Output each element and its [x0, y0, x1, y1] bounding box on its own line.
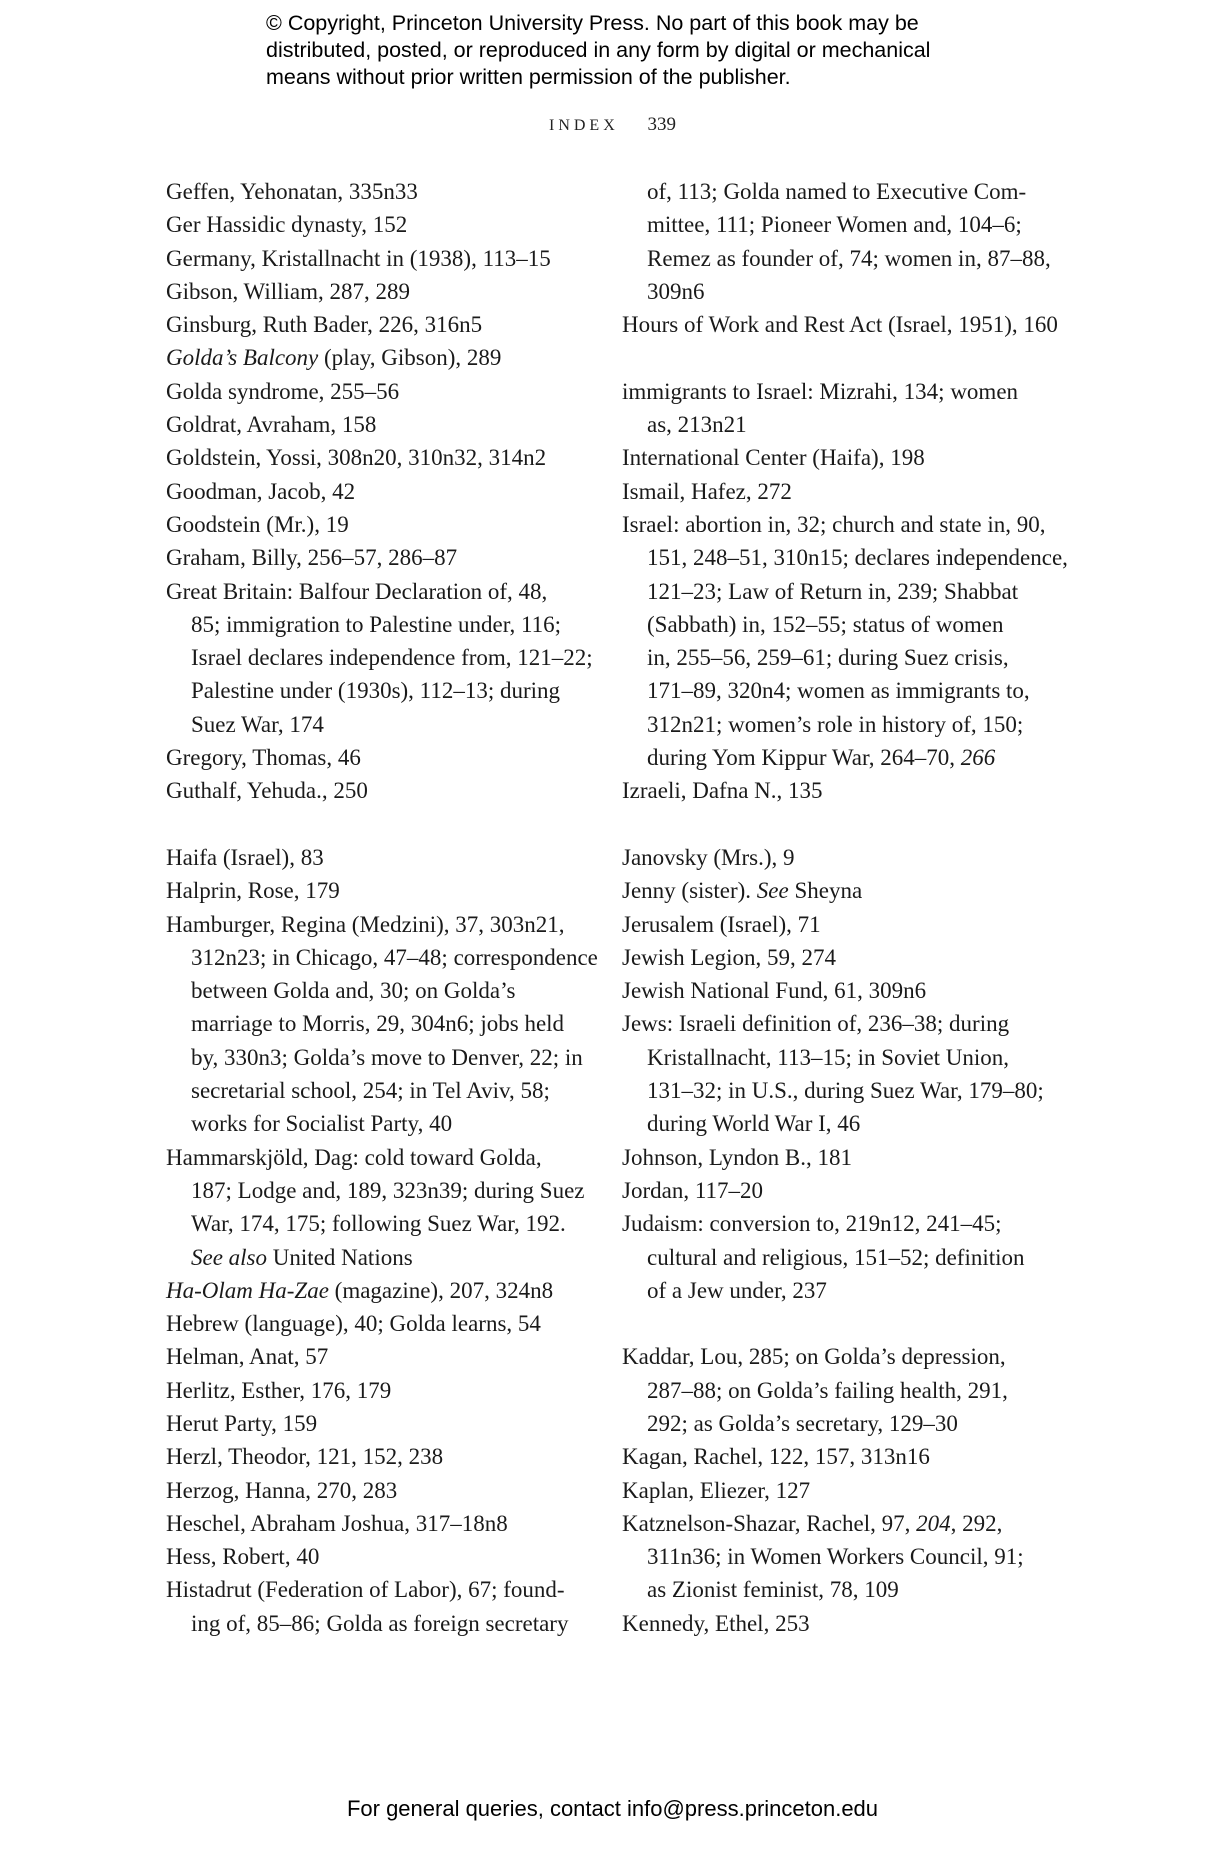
index-entry-italic: Golda’s Balcony	[166, 345, 319, 371]
index-entry-text: Suez War, 174	[191, 711, 324, 737]
index-entry-text: Ismail, Hafez, 272	[622, 478, 792, 504]
index-entry-text: Herzl, Theodor, 121, 152, 238	[166, 1444, 444, 1470]
index-entry-text: Gibson, William, 287, 289	[166, 278, 410, 304]
index-entry-text: Israel declares independence from, 121–22;	[191, 645, 593, 671]
index-entry	[622, 1474, 1062, 1507]
index-entry-text: of, 113; Golda named to Executive Com-	[647, 179, 1027, 204]
copyright-line: means without prior written permission of the publisher.	[266, 65, 791, 89]
index-entry	[166, 1274, 606, 1307]
index-entry	[166, 1440, 606, 1473]
page-number: 339	[647, 114, 676, 135]
index-entry	[166, 1374, 606, 1407]
index-column-right	[622, 175, 1068, 1640]
index-entry-text: 121–23; Law of Return in, 239; Shabbat	[647, 578, 1019, 604]
index-entry	[622, 475, 1062, 508]
index-entry-text: mittee, 111; Pioneer Women and, 104–6;	[647, 212, 1022, 238]
index-entry-continuation	[622, 741, 1062, 774]
index-entry-continuation	[166, 1207, 606, 1240]
index-entry-continuation	[622, 608, 1062, 641]
index-entry-text: 171–89, 320n4; women as immigrants to,	[647, 678, 1030, 704]
index-entry-text: Kennedy, Ethel, 253	[622, 1610, 810, 1636]
index-entry-continuation	[622, 208, 1062, 241]
index-entry	[166, 175, 606, 208]
index-entry-text: Kagan, Rachel, 122, 157, 313n16	[622, 1444, 930, 1470]
index-entry	[166, 375, 606, 408]
index-entry	[166, 774, 606, 807]
index-entry	[166, 1507, 606, 1540]
index-entry-continuation	[622, 1374, 1062, 1407]
index-entry	[622, 974, 1062, 1007]
copyright-line: distributed, posted, or reproduced in any form by digital or mechanical	[266, 38, 931, 62]
index-entry-text: Israel: abortion in, 32; church and state in, 90,	[622, 511, 1046, 537]
index-entry-text: secretarial school, 254; in Tel Aviv, 58;	[191, 1078, 550, 1104]
index-entry-continuation	[166, 708, 606, 741]
index-entry	[166, 308, 606, 341]
index-entry-continuation	[622, 641, 1062, 674]
index-entry-text: in, 255–56, 259–61; during Suez crisis,	[647, 645, 1009, 671]
index-entry-text: Hess, Robert, 40	[166, 1544, 320, 1570]
index-entry-text: Haifa (Israel), 83	[166, 844, 324, 870]
index-entry-italic: Ha-Olam Ha-Zae	[166, 1277, 329, 1303]
index-entry-continuation	[166, 1107, 606, 1140]
index-entry-continuation	[622, 175, 1062, 208]
index-entry	[622, 1174, 1062, 1207]
index-entry	[622, 375, 1062, 408]
letter-group-gap	[622, 341, 1062, 374]
index-entry	[166, 1340, 606, 1373]
letter-group-gap	[622, 1307, 1062, 1340]
index-entry	[622, 1141, 1062, 1174]
index-entry	[166, 441, 606, 474]
index-entry	[166, 741, 606, 774]
index-entry-text: Jerusalem (Israel), 71	[622, 911, 821, 937]
index-entry-text: Kaplan, Eliezer, 127	[622, 1477, 811, 1503]
index-entry-text: Hammarskjöld, Dag: cold toward Golda,	[166, 1144, 542, 1170]
index-entry	[166, 908, 606, 941]
index-entry-text: Sheyna	[788, 878, 863, 904]
index-entry-text: Halprin, Rose, 179	[166, 878, 340, 904]
copyright-notice	[266, 10, 1026, 91]
index-entry-text: 311n36; in Women Workers Council, 91;	[647, 1544, 1024, 1570]
index-entry-text: cultural and religious, 151–52; definition	[647, 1244, 1025, 1270]
index-entry-text: Herut Party, 159	[166, 1410, 318, 1436]
index-entry-text: Golda syndrome, 255–56	[166, 378, 400, 404]
copyright-line: © Copyright, Princeton University Press. No part of this book may be	[266, 11, 919, 35]
index-entry	[166, 208, 606, 241]
index-entry-text: during World War I, 46	[647, 1111, 861, 1137]
index-entry-italic: 266	[960, 745, 996, 771]
index-entry-text: 309n6	[647, 278, 705, 304]
index-entry-text: Hebrew (language), 40; Golda learns, 54	[166, 1311, 541, 1337]
running-head-title: INDEX	[548, 117, 619, 134]
index-entry-text: 85; immigration to Palestine under, 116;	[191, 611, 562, 637]
index-entry-text: works for Socialist Party, 40	[191, 1111, 453, 1137]
footer-contact: For general queries, contact info@press.princeton.edu	[346, 1796, 879, 1821]
index-entry	[166, 475, 606, 508]
index-entry-continuation	[166, 941, 606, 974]
index-entry-text: Germany, Kristallnacht in (1938), 113–15	[166, 245, 551, 271]
index-entry-text: Goldrat, Avraham, 158	[166, 412, 377, 438]
index-entry	[166, 242, 606, 275]
letter-group-gap	[166, 808, 606, 841]
index-entry-continuation	[622, 1074, 1062, 1107]
index-entry-text: as Zionist feminist, 78, 109	[647, 1577, 899, 1603]
index-entry-continuation	[166, 1007, 606, 1040]
index-entry	[166, 874, 606, 907]
index-entry-text: immigrants to Israel: Mizrahi, 134; women	[622, 378, 1019, 404]
index-entry-continuation	[166, 974, 606, 1007]
index-entry-text: of a Jew under, 237	[647, 1277, 827, 1303]
index-entry-text: as, 213n21	[647, 412, 747, 438]
index-entry	[622, 1340, 1062, 1373]
index-column-left	[166, 175, 606, 1640]
index-entry	[166, 341, 606, 374]
index-entry-text: Janovsky (Mrs.), 9	[622, 844, 795, 870]
index-entry-continuation	[622, 1107, 1062, 1140]
index-entry-text: Jenny (sister).	[622, 878, 757, 904]
index-entry-text: Guthalf, Yehuda., 250	[166, 778, 368, 804]
index-entry	[622, 1007, 1062, 1040]
index-entry-continuation	[166, 641, 606, 674]
index-entry-text: 131–32; in U.S., during Suez War, 179–80;	[647, 1078, 1044, 1104]
index-entry	[166, 1407, 606, 1440]
index-entry-text: Goldstein, Yossi, 308n20, 310n32, 314n2	[166, 445, 547, 471]
index-entry-continuation	[622, 408, 1062, 441]
index-entry-continuation	[622, 575, 1062, 608]
index-entry-continuation	[622, 541, 1068, 574]
index-entry-text: 187; Lodge and, 189, 323n39; during Suez	[191, 1177, 585, 1203]
index-entry-continuation	[166, 608, 606, 641]
index-entry-text: 312n23; in Chicago, 47–48; correspondence	[191, 944, 598, 970]
index-entry-text: Helman, Anat, 57	[166, 1344, 329, 1370]
index-entry-italic: 204	[916, 1510, 951, 1536]
index-entry	[622, 774, 1062, 807]
letter-group-gap	[622, 808, 1062, 841]
index-entry	[622, 1207, 1062, 1240]
index-entry-text: (play, Gibson), 289	[318, 345, 502, 371]
index-entry-text: Jewish Legion, 59, 274	[622, 944, 837, 970]
index-entry-text: Herlitz, Esther, 176, 179	[166, 1377, 392, 1403]
index-entry-text: ing of, 85–86; Golda as foreign secretary	[191, 1610, 569, 1636]
index-entry-text: Johnson, Lyndon B., 181	[622, 1144, 853, 1170]
index-entry	[166, 1307, 606, 1340]
index-entry	[622, 1607, 1062, 1640]
index-entry-text: Jordan, 117–20	[622, 1177, 763, 1203]
index-entry-text: (magazine), 207, 324n8	[328, 1277, 554, 1303]
index-entry-text: Jews: Israeli definition of, 236–38; during	[622, 1011, 1010, 1037]
index-entry-text: 292; as Golda’s secretary, 129–30	[647, 1410, 958, 1436]
index-entry-text: Graham, Billy, 256–57, 286–87	[166, 545, 458, 571]
index-entry	[166, 1573, 606, 1606]
index-entry-continuation	[166, 674, 606, 707]
index-entry-continuation	[622, 708, 1062, 741]
index-entry	[622, 308, 1062, 341]
index-entry	[622, 841, 1062, 874]
index-entry-continuation	[622, 674, 1062, 707]
index-entry-continuation	[166, 1241, 606, 1274]
index-entry-continuation	[166, 1607, 606, 1640]
index-entry-continuation	[166, 1041, 606, 1074]
index-entry-text: Great Britain: Balfour Declaration of, 48,	[166, 578, 548, 604]
index-entry	[622, 908, 1062, 941]
index-entry	[166, 1474, 606, 1507]
running-head	[0, 114, 1225, 136]
index-entry-continuation	[166, 1174, 606, 1207]
index-entry-text: United Nations	[267, 1244, 413, 1270]
index-entry-text: between Golda and, 30; on Golda’s	[191, 978, 516, 1004]
index-entry	[622, 508, 1062, 541]
index-entry	[166, 1540, 606, 1573]
index-entry-text: War, 174, 175; following Suez War, 192.	[191, 1211, 566, 1237]
index-entry-text: Izraeli, Dafna N., 135	[622, 778, 823, 804]
index-entry-text: Ger Hassidic dynasty, 152	[166, 212, 408, 238]
index-entry-text: International Center (Haifa), 198	[622, 445, 925, 471]
index-entry	[166, 541, 606, 574]
index-entry-continuation	[622, 1573, 1062, 1606]
index-entry-continuation	[622, 1241, 1062, 1274]
index-entry-text: Herzog, Hanna, 270, 283	[166, 1477, 398, 1503]
index-entry	[622, 441, 1062, 474]
index-entry-text: marriage to Morris, 29, 304n6; jobs held	[191, 1011, 565, 1037]
index-entry-text: Histadrut (Federation of Labor), 67; found-	[166, 1577, 565, 1603]
index-entry-text: Remez as founder of, 74; women in, 87–88,	[647, 245, 1051, 271]
index-entry-text: Jewish National Fund, 61, 309n6	[622, 978, 927, 1004]
index-entry-text: Kristallnacht, 113–15; in Soviet Union,	[647, 1044, 1010, 1070]
index-entry-text: Ginsburg, Ruth Bader, 226, 316n5	[166, 312, 483, 338]
index-entry-text: by, 330n3; Golda’s move to Denver, 22; in	[191, 1044, 583, 1070]
index-entry-text: , 292,	[950, 1510, 1003, 1536]
index-entry-text: 151, 248–51, 310n15; declares independence,	[647, 545, 1068, 571]
index-entry-continuation	[622, 1274, 1062, 1307]
index-entry-text: Katznelson-Shazar, Rachel, 97,	[622, 1510, 917, 1536]
index-entry-continuation	[622, 1540, 1062, 1573]
index-entry-text: (Sabbath) in, 152–55; status of women	[647, 611, 1004, 637]
index-entry-continuation	[622, 1041, 1062, 1074]
index-entry	[166, 575, 606, 608]
index-entry-text: Geffen, Yehonatan, 335n33	[166, 179, 418, 204]
index-entry	[622, 941, 1062, 974]
index-entry-continuation	[166, 1074, 606, 1107]
index-entry-text: Goodstein (Mr.), 19	[166, 511, 349, 537]
index-entry-text: during Yom Kippur War, 264–70,	[647, 745, 961, 771]
index-entry-italic: See also	[191, 1244, 268, 1270]
index-entry-text: 312n21; women’s role in history of, 150;	[647, 711, 1024, 737]
index-entry-text: Hours of Work and Rest Act (Israel, 1951), 160	[622, 312, 1058, 338]
index-entry-continuation	[622, 275, 1062, 308]
index-entry	[166, 408, 606, 441]
index-entry	[166, 1141, 606, 1174]
index-entry-text: Kaddar, Lou, 285; on Golda’s depression,	[622, 1344, 1006, 1370]
index-entry	[622, 874, 1062, 907]
index-entry-text: Hamburger, Regina (Medzini), 37, 303n21,	[166, 911, 565, 937]
index-entry-text: Palestine under (1930s), 112–13; during	[191, 678, 561, 704]
index-entry	[622, 1440, 1062, 1473]
index-entry-continuation	[622, 1407, 1062, 1440]
index-entry	[166, 275, 606, 308]
index-entry	[166, 841, 606, 874]
index-entry-italic: See	[756, 878, 789, 904]
index-entry-text: Judaism: conversion to, 219n12, 241–45;	[622, 1211, 1002, 1237]
index-entry-continuation	[622, 242, 1062, 275]
index-entry	[622, 1507, 1062, 1540]
index-entry-text: Goodman, Jacob, 42	[166, 478, 356, 504]
index-entry-text: Heschel, Abraham Joshua, 317–18n8	[166, 1510, 508, 1536]
index-entry-text: 287–88; on Golda’s failing health, 291,	[647, 1377, 1008, 1403]
index-entry	[166, 508, 606, 541]
index-entry-text: Gregory, Thomas, 46	[166, 745, 361, 771]
